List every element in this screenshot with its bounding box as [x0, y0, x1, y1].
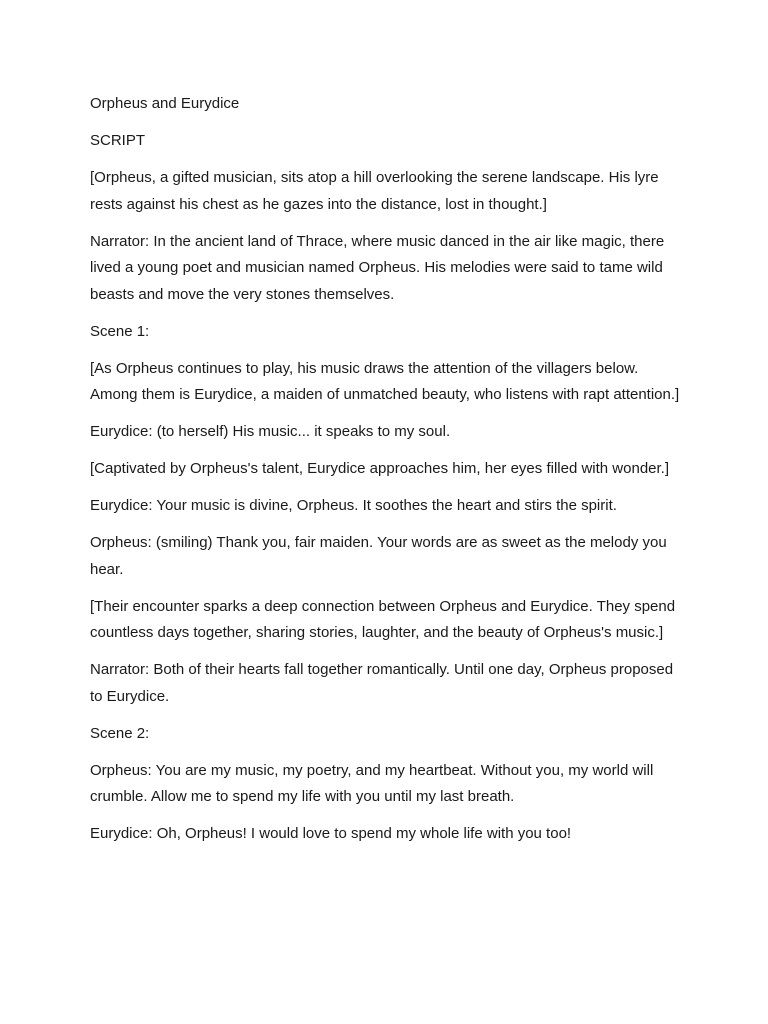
scene-heading: Scene 1:: [90, 322, 150, 340]
dialogue-line: Eurydice: Oh, Orpheus! I would love to spend my whole life with you too!: [90, 825, 572, 842]
document-subtitle: SCRIPT: [90, 132, 146, 149]
dialogue-line: Eurydice: (to herself) His music... it speaks to my soul.: [90, 423, 451, 440]
stage-direction: [Captivated by Orpheus's talent, Eurydice approaches him, her eyes filled with wonder.]: [90, 460, 670, 477]
dialogue-line: Orpheus: (smiling) Thank you, fair maiden. Your words are as sweet as the melody you hear.: [90, 534, 667, 578]
stage-direction: [As Orpheus continues to play, his music draws the attention of the villagers below. Among them is Eurydice, a maiden of unmatched beauty, who listens with rapt attention.]: [90, 359, 680, 403]
scene-heading: Scene 2:: [90, 724, 150, 742]
dialogue-line: Eurydice: Your music is divine, Orpheus. It soothes the heart and stirs the spirit.: [90, 497, 617, 514]
document-title: Orpheus and Eurydice: [90, 95, 240, 112]
dialogue-line: Orpheus: You are my music, my poetry, and my heartbeat. Without you, my world will crumble. Allow me to spend my life with you until my last breath.: [90, 761, 654, 805]
narrator-line: Narrator: In the ancient land of Thrace, where music danced in the air like magic, there lived a young poet and musician named Orpheus. His melodies were said to tame wild beasts and move the very stones themselves.: [90, 232, 665, 303]
stage-direction: [Their encounter sparks a deep connection between Orpheus and Eurydice. They spend countless days together, sharing stories, laughter, and the beauty of Orpheus's music.]: [90, 597, 676, 641]
narrator-line: Narrator: Both of their hearts fall together romantically. Until one day, Orpheus proposed to Eurydice.: [90, 661, 674, 705]
stage-direction: [Orpheus, a gifted musician, sits atop a hill overlooking the serene landscape. His lyre rests against his chest as he gazes into the distance, lost in thought.]: [90, 169, 659, 213]
document-body: [90, 91, 680, 858]
